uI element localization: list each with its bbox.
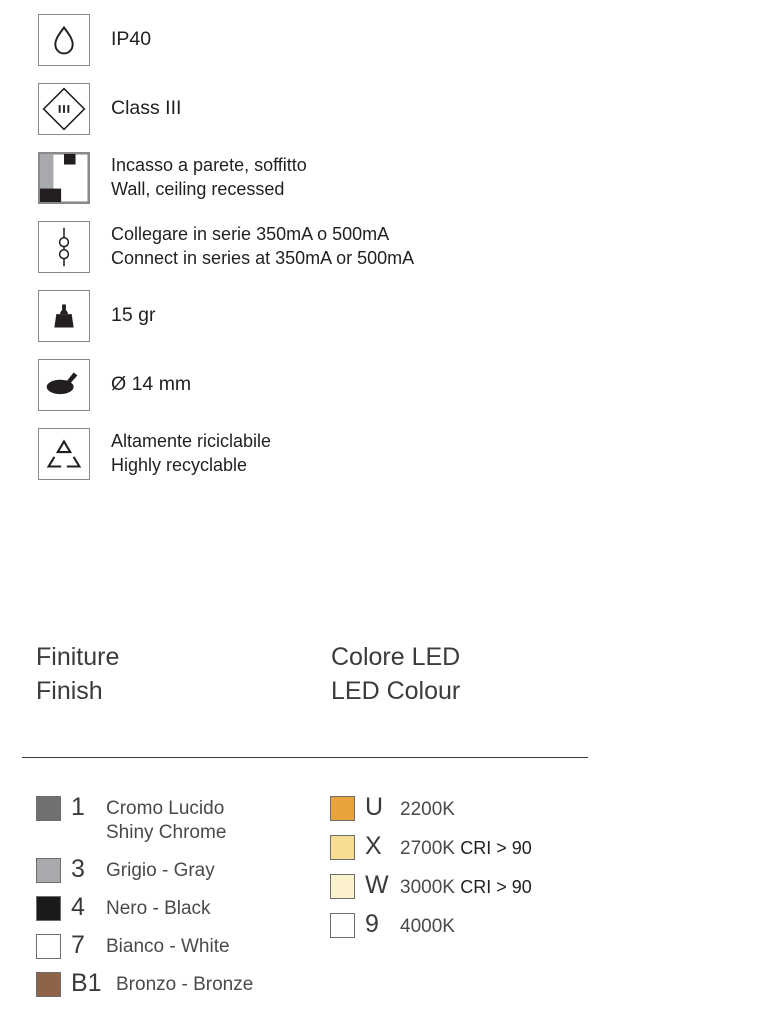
- led-heading-en: LED Colour: [331, 677, 461, 705]
- led-description: [400, 871, 532, 900]
- list-item: [36, 793, 253, 845]
- led-description: [400, 793, 455, 822]
- finish-description: Grigio - Gray: [106, 860, 215, 881]
- finish-swatch: [36, 796, 61, 821]
- series-glyph: [39, 222, 89, 272]
- wall-ceiling-recessed-icon: [38, 152, 90, 204]
- spec-row: [38, 83, 738, 135]
- spec-line-it: Incasso a parete, soffitto: [111, 155, 307, 175]
- drill-glyph: [39, 360, 89, 410]
- spec-line-en: Connect in series at 350mA or 500mA: [111, 248, 415, 268]
- list-item: [36, 855, 253, 883]
- spec-line-en: Wall, ceiling recessed: [111, 179, 285, 199]
- led-code: U: [365, 793, 384, 821]
- weight-icon: [38, 290, 90, 342]
- section-divider: [22, 757, 588, 758]
- finish-description: [106, 793, 226, 845]
- finish-options-list: [36, 793, 253, 1007]
- spec-line-it: Class III: [111, 97, 182, 119]
- list-item: [330, 793, 532, 822]
- finish-code: 3: [71, 855, 85, 883]
- water-drop-ip-icon: [38, 14, 90, 66]
- list-item: [330, 832, 532, 861]
- spec-line-it: Ø 14 mm: [111, 373, 192, 395]
- class-three-diamond-icon: [38, 83, 90, 135]
- spec-row: [38, 14, 738, 66]
- specifications-list: [38, 14, 738, 497]
- led-temperature: 4000K: [400, 916, 455, 937]
- finish-code: B1: [71, 969, 102, 997]
- spec-text: [111, 290, 155, 328]
- led-description: [400, 832, 532, 861]
- led-swatch: [330, 835, 355, 860]
- spec-line-it: IP40: [111, 28, 152, 50]
- finish-desc-it: Cromo Lucido: [106, 798, 225, 819]
- spec-line-en: Highly recyclable: [111, 455, 248, 475]
- spec-line-it: Collegare in serie 350mA o 500mA: [111, 224, 390, 244]
- led-colour-heading: [331, 640, 460, 708]
- recessed-glyph: [39, 153, 89, 203]
- series-connection-icon: [38, 221, 90, 273]
- water-drop-glyph: [39, 15, 89, 65]
- list-item: [36, 969, 253, 997]
- finish-code: 7: [71, 931, 85, 959]
- class-three-glyph: [39, 84, 89, 134]
- finish-swatch: [36, 972, 61, 997]
- spec-text: [111, 152, 307, 201]
- led-temperature: 2200K: [400, 799, 455, 820]
- led-cri: CRI > 90: [460, 877, 532, 897]
- list-item: [36, 893, 253, 921]
- finish-description: Bronzo - Bronze: [116, 974, 254, 995]
- spec-text: [111, 359, 191, 397]
- list-item: [36, 931, 253, 959]
- spec-row: [38, 290, 738, 342]
- led-description: [400, 910, 455, 939]
- spec-line-it: Altamente riciclabile: [111, 431, 272, 451]
- led-temperature: 3000K: [400, 877, 455, 898]
- finish-heading-en: Finish: [36, 677, 103, 705]
- spec-text: [111, 221, 414, 270]
- finish-swatch: [36, 934, 61, 959]
- finish-heading: [36, 640, 119, 708]
- list-item: [330, 910, 532, 939]
- finish-code: 1: [71, 793, 85, 821]
- spec-row: [38, 152, 738, 204]
- led-code: W: [365, 871, 389, 899]
- recycle-glyph: [39, 429, 89, 479]
- finish-swatch: [36, 896, 61, 921]
- led-temperature: 2700K: [400, 838, 455, 859]
- led-colour-options-list: [330, 793, 532, 949]
- spec-text: [111, 83, 181, 121]
- led-heading-it: Colore LED: [331, 643, 461, 671]
- finish-description: Bianco - White: [106, 936, 230, 957]
- spec-line-it: 15 gr: [111, 304, 156, 326]
- recyclable-icon: [38, 428, 90, 480]
- spec-row: [38, 359, 738, 411]
- finish-heading-it: Finiture: [36, 643, 120, 671]
- finish-swatch: [36, 858, 61, 883]
- finish-description: Nero - Black: [106, 898, 211, 919]
- spec-row: [38, 428, 738, 480]
- spec-row: [38, 221, 738, 273]
- led-swatch: [330, 796, 355, 821]
- finish-code: 4: [71, 893, 85, 921]
- led-cri: CRI > 90: [460, 838, 532, 858]
- led-code: 9: [365, 910, 379, 938]
- led-swatch: [330, 913, 355, 938]
- led-code: X: [365, 832, 382, 860]
- spec-text: [111, 428, 271, 477]
- finish-desc-en: Shiny Chrome: [106, 822, 227, 843]
- list-item: [330, 871, 532, 900]
- weight-glyph: [39, 291, 89, 341]
- drill-hole-diameter-icon: [38, 359, 90, 411]
- led-swatch: [330, 874, 355, 899]
- spec-text: [111, 14, 151, 52]
